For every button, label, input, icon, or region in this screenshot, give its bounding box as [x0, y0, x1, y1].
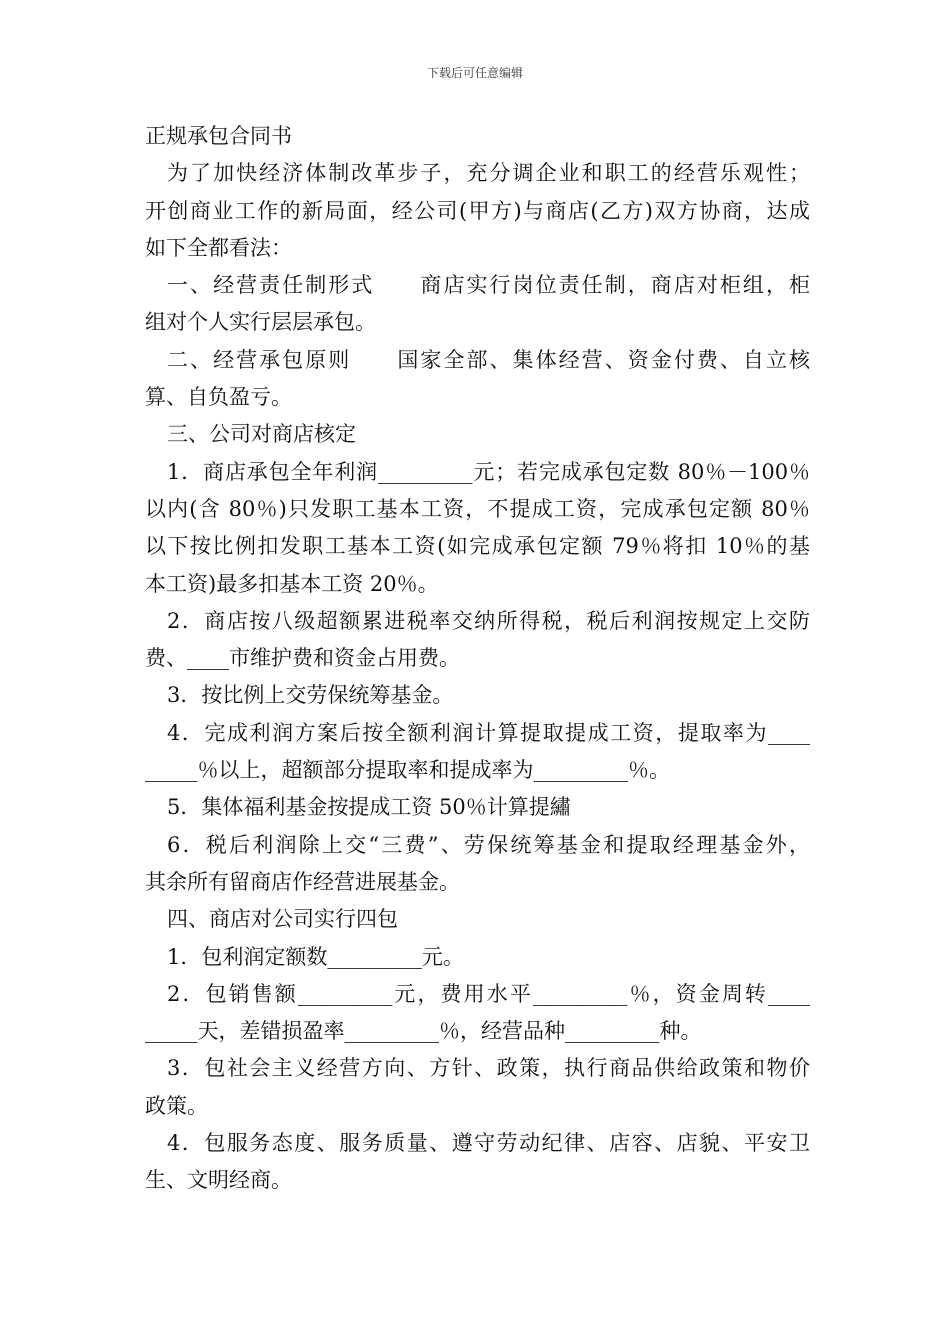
document-line: 4．完成利润方案后按全额利润计算提取提成工资，提取率为____	[167, 720, 810, 745]
document-line: 开创商业工作的新局面，经公司(甲方)与商店(乙方)双方协商，达成	[145, 198, 810, 223]
document-line: 6．税后利润除上交“三费”、劳保统筹基金和提取经理基金外，	[167, 832, 810, 857]
document-line: 2．包销售额_________元，费用水平_________％，资金周转____	[167, 981, 810, 1006]
document-line: 4．包服务态度、服务质量、遵守劳动纪律、店容、店貌、平安卫	[167, 1131, 810, 1156]
document-line: 其余所有留商店作经营进展基金。	[145, 869, 460, 894]
document-line: _____天，差错损盈率_________％，经营品种_________种。	[145, 1019, 702, 1044]
document-line: 3．包社会主义经营方向、方针、政策，执行商品供给政策和物价	[167, 1056, 810, 1081]
document-line: 算、自负盈亏。	[145, 385, 292, 410]
document-line: 如下全都看法：	[145, 235, 292, 260]
document-line: 为了加快经济体制改革步子，充分调企业和职工的经营乐观性；	[167, 161, 810, 186]
document-line: 本工资)最多扣基本工资 20％。	[145, 571, 439, 596]
document-body	[145, 118, 810, 1200]
document-line: 三、公司对商店核定	[167, 422, 356, 447]
document-line: 组对个人实行层层承包。	[145, 310, 376, 335]
document-line: 1．包利润定额数_________元。	[167, 944, 464, 969]
document-line: _____％以上，超额部分提取率和提成率为_________％。	[145, 758, 670, 783]
document-line: 5．集体福利基金按提成工资 50％计算提繡	[167, 795, 571, 820]
document-line: 2．商店按八级超额累进税率交纳所得税，税后利润按规定上交防	[167, 608, 810, 633]
document-line: 1．商店承包全年利润_________元；若完成承包定数 80％－100％	[167, 459, 810, 484]
document-line: 政策。	[145, 1093, 208, 1118]
document-line: 二、经营承包原则 国家全部、集体经营、资金付费、自立核	[167, 347, 810, 372]
document-line: 生、文明经商。	[145, 1168, 292, 1193]
document-line: 3．按比例上交劳保统筹基金。	[167, 683, 454, 708]
document-line: 四、商店对公司实行四包	[167, 907, 398, 932]
document-line: 费、____市维护费和资金占用费。	[145, 646, 460, 671]
document-line: 以内(含 80％)只发职工基本工资，不提成工资，完成承包定额 80％	[145, 496, 810, 521]
page-header: 下载后可任意编辑	[426, 66, 523, 80]
document-line: 以下按比例扣发职工基本工资(如完成承包定额 79％将扣 10％的基	[145, 534, 810, 559]
document-title: 正规承包合同书	[145, 124, 292, 148]
document-line: 一、经营责任制形式 商店实行岗位责任制，商店对柜组，柜	[167, 273, 810, 298]
